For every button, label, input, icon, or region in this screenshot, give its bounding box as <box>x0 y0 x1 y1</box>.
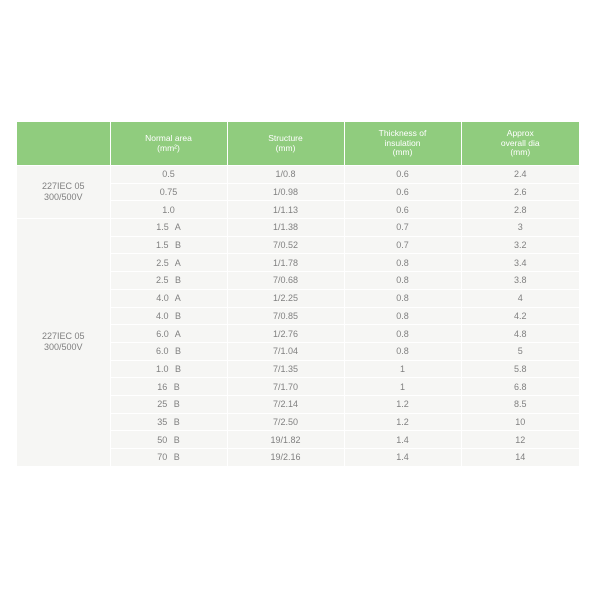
cell-overall-diameter: 2.8 <box>461 201 579 219</box>
cell-insulation-thickness: 0.8 <box>344 272 461 290</box>
cell-overall-diameter: 8.5 <box>461 395 579 413</box>
cell-structure: 19/1.82 <box>227 431 344 449</box>
cell-insulation-thickness: 1.2 <box>344 413 461 431</box>
cable-type-label: 227IEC 05 300/500V <box>17 219 110 466</box>
cell-normal-area: 1.5 B <box>110 236 227 254</box>
cell-overall-diameter: 5.8 <box>461 360 579 378</box>
cell-overall-diameter: 2.4 <box>461 166 579 184</box>
cell-structure: 19/2.16 <box>227 449 344 466</box>
cell-normal-area: 2.5 B <box>110 272 227 290</box>
cell-normal-area: 4.0 A <box>110 289 227 307</box>
cell-structure: 1/1.13 <box>227 201 344 219</box>
cable-spec-table <box>17 122 579 466</box>
cell-structure: 7/1.70 <box>227 378 344 396</box>
cell-normal-area: 35 B <box>110 413 227 431</box>
cell-normal-area: 0.75 <box>110 183 227 201</box>
cell-normal-area: 1.5 A <box>110 219 227 237</box>
cell-structure: 7/0.68 <box>227 272 344 290</box>
table-header <box>17 122 579 166</box>
header-cell-type <box>17 122 110 166</box>
cell-overall-diameter: 2.6 <box>461 183 579 201</box>
cell-insulation-thickness: 0.6 <box>344 166 461 184</box>
cell-overall-diameter: 3.4 <box>461 254 579 272</box>
header-cell-overall-diameter: Approx overall dia (mm) <box>461 122 579 166</box>
cell-normal-area: 2.5 A <box>110 254 227 272</box>
cell-structure: 1/1.38 <box>227 219 344 237</box>
cell-overall-diameter: 4 <box>461 289 579 307</box>
cell-insulation-thickness: 0.7 <box>344 236 461 254</box>
cell-overall-diameter: 12 <box>461 431 579 449</box>
cell-insulation-thickness: 0.7 <box>344 219 461 237</box>
cell-overall-diameter: 4.2 <box>461 307 579 325</box>
cell-normal-area: 1.0 B <box>110 360 227 378</box>
cell-structure: 7/1.35 <box>227 360 344 378</box>
cell-insulation-thickness: 0.8 <box>344 325 461 343</box>
cell-normal-area: 6.0 B <box>110 342 227 360</box>
table-body <box>17 166 579 466</box>
header-cell-insulation-thickness: Thickness of insulation (mm) <box>344 122 461 166</box>
cell-overall-diameter: 5 <box>461 342 579 360</box>
cell-insulation-thickness: 1 <box>344 378 461 396</box>
cell-overall-diameter: 10 <box>461 413 579 431</box>
cell-normal-area: 6.0 A <box>110 325 227 343</box>
cell-structure: 7/0.52 <box>227 236 344 254</box>
table-row <box>17 219 579 237</box>
table-row <box>17 166 579 184</box>
cell-structure: 7/1.04 <box>227 342 344 360</box>
cell-insulation-thickness: 1 <box>344 360 461 378</box>
cell-overall-diameter: 3.2 <box>461 236 579 254</box>
header-cell-normal-area: Normal area (mm²) <box>110 122 227 166</box>
cell-structure: 7/2.50 <box>227 413 344 431</box>
cell-normal-area: 50 B <box>110 431 227 449</box>
cell-normal-area: 4.0 B <box>110 307 227 325</box>
cell-overall-diameter: 3 <box>461 219 579 237</box>
cell-insulation-thickness: 0.8 <box>344 342 461 360</box>
cell-structure: 1/0.8 <box>227 166 344 184</box>
cell-normal-area: 25 B <box>110 395 227 413</box>
cell-insulation-thickness: 0.6 <box>344 183 461 201</box>
cell-structure: 1/0.98 <box>227 183 344 201</box>
cell-overall-diameter: 3.8 <box>461 272 579 290</box>
cell-insulation-thickness: 1.2 <box>344 395 461 413</box>
cable-type-label: 227IEC 05 300/500V <box>17 166 110 219</box>
cell-normal-area: 70 B <box>110 449 227 466</box>
cell-overall-diameter: 14 <box>461 449 579 466</box>
cell-normal-area: 0.5 <box>110 166 227 184</box>
cell-structure: 7/0.85 <box>227 307 344 325</box>
cell-insulation-thickness: 0.8 <box>344 307 461 325</box>
cell-insulation-thickness: 0.8 <box>344 289 461 307</box>
header-row <box>17 122 579 166</box>
cell-insulation-thickness: 0.8 <box>344 254 461 272</box>
cell-insulation-thickness: 1.4 <box>344 449 461 466</box>
cell-normal-area: 1.0 <box>110 201 227 219</box>
cell-structure: 1/2.25 <box>227 289 344 307</box>
cell-insulation-thickness: 1.4 <box>344 431 461 449</box>
cell-structure: 1/2.76 <box>227 325 344 343</box>
cell-overall-diameter: 6.8 <box>461 378 579 396</box>
cell-overall-diameter: 4.8 <box>461 325 579 343</box>
cell-normal-area: 16 B <box>110 378 227 396</box>
cell-structure: 7/2.14 <box>227 395 344 413</box>
cell-insulation-thickness: 0.6 <box>344 201 461 219</box>
cell-structure: 1/1.78 <box>227 254 344 272</box>
header-cell-structure: Structure (mm) <box>227 122 344 166</box>
